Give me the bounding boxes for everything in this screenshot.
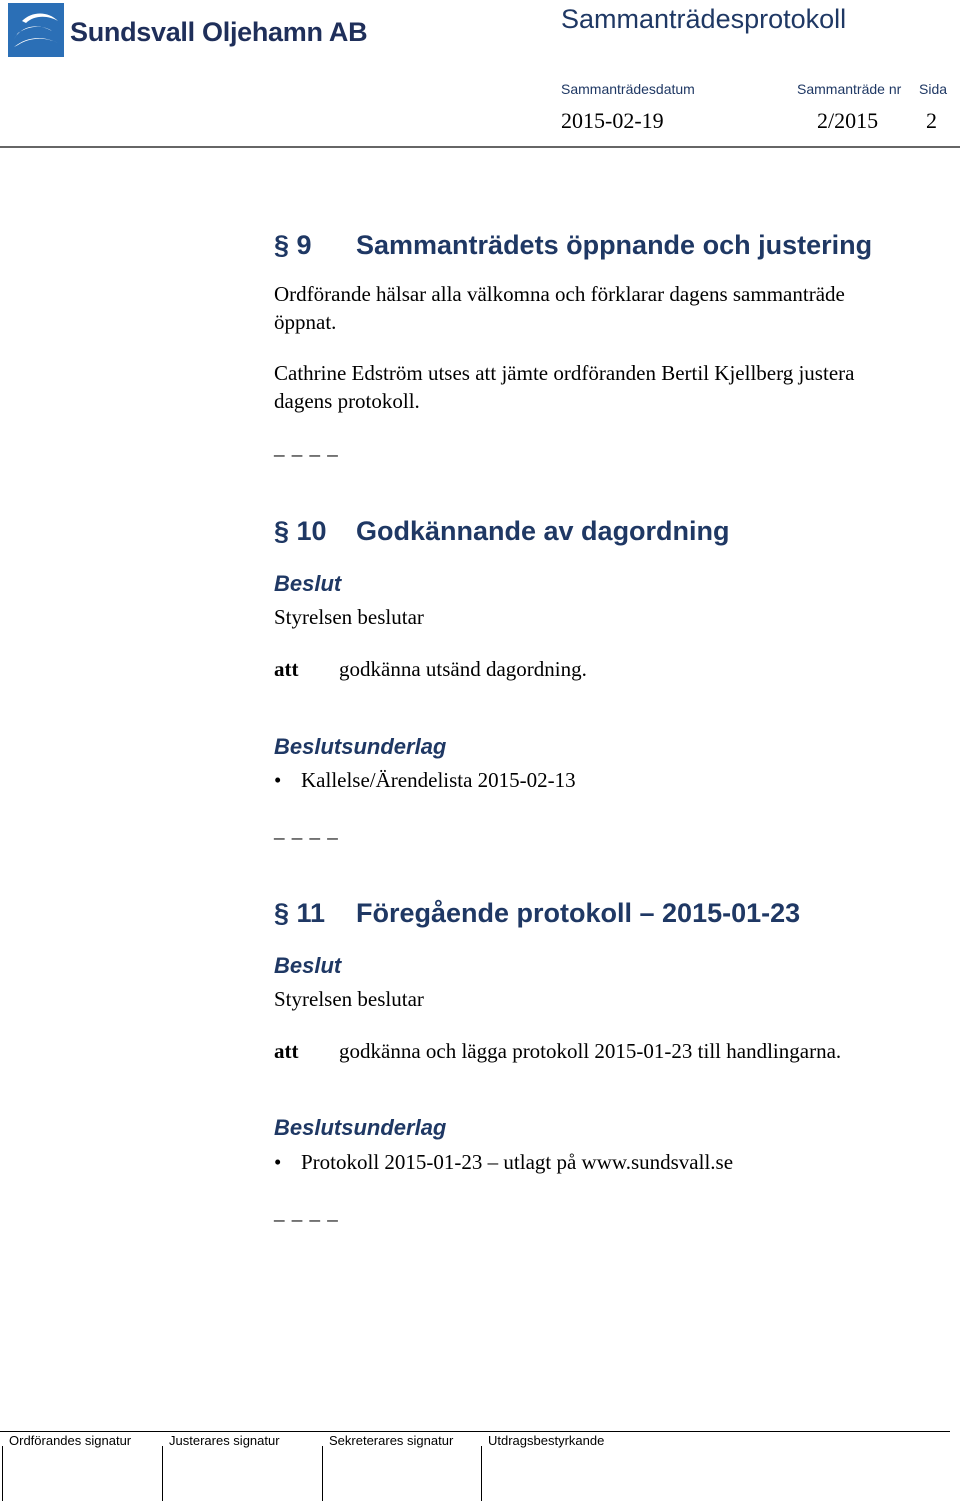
meeting-number-label: Sammanträde nr: [797, 81, 902, 97]
footer-divider: [0, 1431, 950, 1432]
paragraph-line: Ordförande hälsar alla välkomna och förklarar dagens sammanträde: [274, 282, 845, 306]
paragraph-line: Cathrine Edström utses att jämte ordföranden Bertil Kjellberg justera: [274, 361, 855, 385]
decision-text: godkänna utsänd dagordning.: [339, 657, 587, 681]
att-label: att: [274, 657, 299, 681]
meeting-date-label: Sammanträdesdatum: [561, 81, 695, 97]
section-heading: [274, 898, 800, 929]
beslut-intro: Styrelsen beslutar: [274, 605, 424, 629]
meeting-number-value: 2/2015: [817, 108, 879, 133]
paragraph-line: öppnat.: [274, 310, 337, 334]
section-separator: _ _ _ _: [274, 435, 339, 459]
att-label: att: [274, 1039, 299, 1063]
beslut-heading: Beslut: [274, 953, 342, 978]
chair-signature-label: Ordförandes signatur: [9, 1433, 132, 1448]
logo-mark-icon: [8, 3, 66, 59]
paragraph: [274, 359, 854, 415]
beslut-intro: Styrelsen beslutar: [274, 987, 424, 1011]
beslut-heading: Beslut: [274, 571, 342, 596]
section-separator: _ _ _ _: [274, 818, 339, 842]
section-separator: _ _ _ _: [274, 1200, 339, 1224]
extract-certification-label: Utdragsbestyrkande: [488, 1433, 605, 1448]
beslutsunderlag-heading: Beslutsunderlag: [274, 734, 447, 759]
section-number: § 9: [274, 230, 312, 260]
logo-text: Sundsvall Oljehamn AB: [70, 17, 368, 47]
company-logo: [8, 3, 368, 59]
underlag-item: Protokoll 2015-01-23 – utlagt på www.sundsvall.se: [301, 1150, 734, 1174]
paragraph: [274, 280, 845, 336]
bullet-icon: •: [274, 768, 282, 792]
page-number-value: 2: [926, 108, 937, 133]
paragraph-line: dagens protokoll.: [274, 389, 420, 413]
secretary-signature-label: Sekreterares signatur: [329, 1433, 454, 1448]
section-number: § 10: [274, 516, 327, 546]
decision-text: godkänna och lägga protokoll 2015-01-23 till handlingarna.: [339, 1039, 842, 1063]
signature-box-border: [162, 1446, 163, 1501]
adjuster-signature-label: Justerares signatur: [169, 1433, 280, 1448]
section-title: Godkännande av dagordning: [356, 516, 730, 546]
section-number: § 11: [274, 898, 326, 928]
meeting-date-value: 2015-02-19: [561, 108, 664, 133]
section-title: Sammanträdets öppnande och justering: [356, 230, 873, 260]
section-heading: [274, 230, 872, 261]
beslutsunderlag-heading: Beslutsunderlag: [274, 1115, 447, 1140]
document-title: Sammanträdesprotokoll: [561, 4, 847, 34]
signature-box-border: [322, 1446, 323, 1501]
page-label: Sida: [919, 81, 948, 97]
bullet-icon: •: [274, 1150, 282, 1174]
header-divider: [0, 146, 960, 148]
section-title: Föregående protokoll – 2015-01-23: [356, 898, 801, 928]
underlag-item: Kallelse/Ärendelista 2015-02-13: [301, 768, 576, 792]
signature-box-border: [481, 1446, 482, 1501]
section-heading: [274, 516, 730, 547]
signature-box-border: [2, 1446, 3, 1501]
